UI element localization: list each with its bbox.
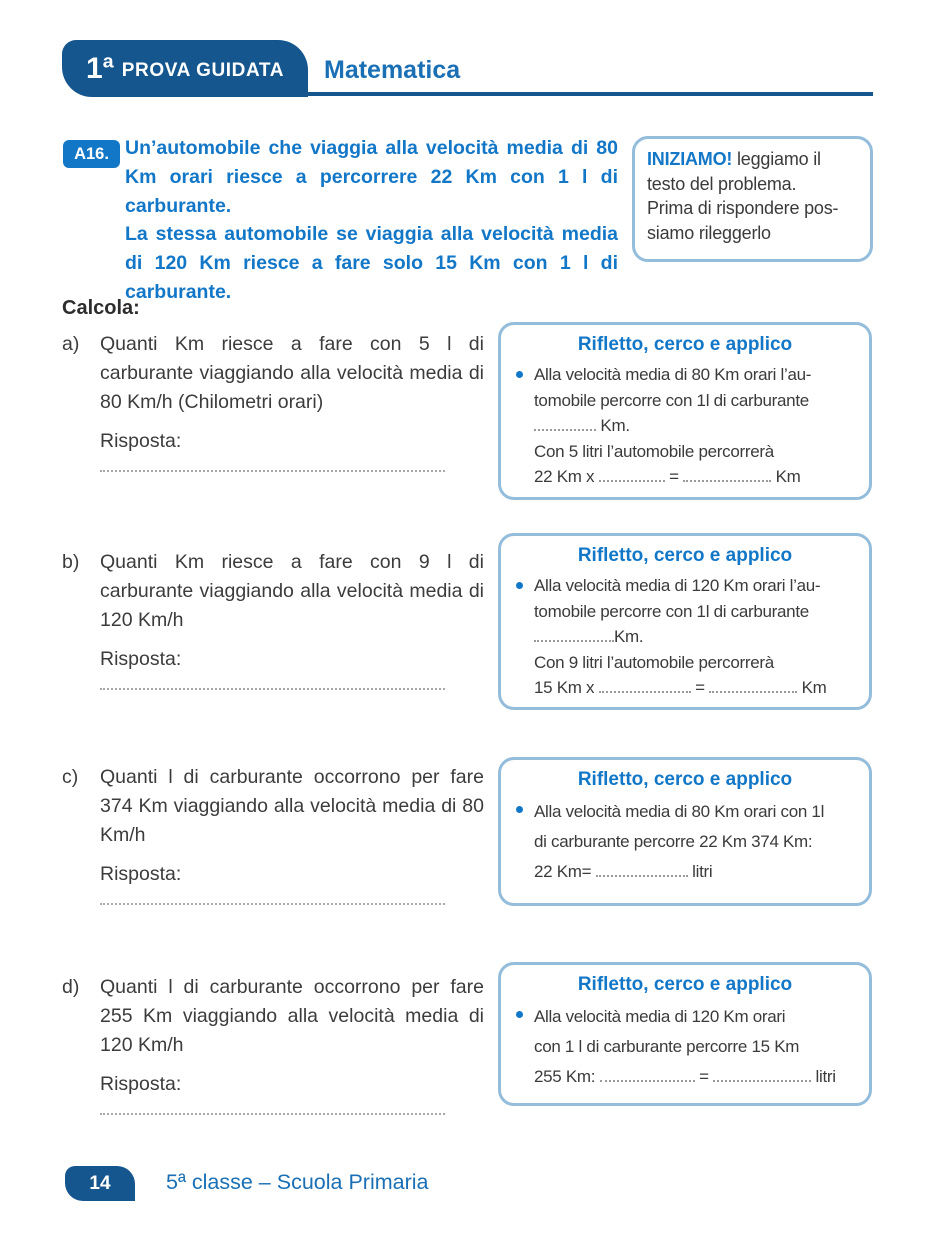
box-line bbox=[534, 388, 861, 414]
bullet-dot bbox=[516, 582, 523, 589]
intro-text-2: Prima di rispondere possiamo rileggerlo bbox=[647, 198, 839, 243]
question-c-risposta-label: Risposta: bbox=[100, 863, 182, 885]
answer-blank[interactable] bbox=[683, 467, 771, 482]
calcola-heading: Calcola: bbox=[62, 297, 140, 319]
box-line bbox=[534, 857, 861, 887]
box-text-segment: = bbox=[664, 467, 684, 486]
question-b bbox=[62, 548, 484, 690]
hint-box-c-body bbox=[534, 797, 861, 887]
hint-box-b-body bbox=[534, 573, 861, 701]
box-line bbox=[534, 797, 861, 827]
intro-note-text bbox=[647, 147, 858, 245]
box-line bbox=[534, 464, 861, 490]
answer-blank[interactable] bbox=[709, 678, 797, 693]
hint-box-c-title: Rifletto, cerco e applico bbox=[577, 769, 793, 790]
question-b-risposta-label: Risposta: bbox=[100, 648, 182, 670]
answer-blank[interactable] bbox=[596, 862, 688, 877]
intro-note-box bbox=[632, 136, 873, 262]
question-a-text: Quanti Km riesce a fare con 5 l di carburante viaggiando alla velocità media di 80 Km/h (Chilometri orari) bbox=[100, 333, 484, 413]
question-d-letter: d) bbox=[62, 976, 80, 998]
box-line bbox=[534, 650, 861, 676]
box-text-segment: = bbox=[694, 1067, 714, 1086]
footer-text: 5ª classe – Scuola Primaria bbox=[166, 1170, 429, 1194]
hint-box-a-body bbox=[534, 362, 861, 490]
box-text-segment: 255 Km: bbox=[534, 1067, 600, 1086]
question-d-text: Quanti l di carburante occorrono per fare 255 Km viaggiando alla velocità media di 120 Km/h bbox=[100, 976, 484, 1056]
page-number-badge: 14 bbox=[65, 1166, 135, 1201]
box-text-segment: Alla velocità media di 80 Km orari con 1l bbox=[534, 802, 825, 821]
hint-box-b bbox=[498, 533, 872, 710]
subject-title: Matematica bbox=[324, 56, 461, 84]
box-text-segment: tomobile percorre con 1l di carburante bbox=[534, 390, 809, 410]
box-line bbox=[534, 675, 861, 701]
box-line bbox=[534, 624, 861, 650]
box-text-segment: = bbox=[690, 678, 710, 697]
question-c-text: Quanti l di carburante occorrono per fare 374 Km viaggiando alla velocità media di 80 Km/h bbox=[100, 766, 484, 846]
box-line bbox=[534, 1062, 861, 1092]
hint-box-d-title: Rifletto, cerco e applico bbox=[577, 974, 793, 995]
bullet-dot bbox=[516, 1011, 523, 1018]
box-text-segment: Km bbox=[771, 467, 801, 486]
box-text-segment: Alla velocità media di 120 Km orari bbox=[534, 1007, 786, 1026]
box-text-segment: 15 Km x bbox=[534, 678, 599, 697]
hint-box-c bbox=[498, 757, 872, 906]
question-d-risposta-label: Risposta: bbox=[100, 1073, 182, 1095]
box-line bbox=[534, 1032, 861, 1062]
problem-paragraph-1: Un’automobile che viaggia alla velocità media di 80 Km orari riesce a percorrere 22 Km con 1 l di carburante. bbox=[125, 137, 618, 217]
question-d-answer-line[interactable] bbox=[100, 1113, 445, 1115]
box-text-segment: Con 9 litri l’automobile percorrerà bbox=[534, 652, 774, 672]
bullet-dot bbox=[516, 806, 523, 813]
box-text-segment: Alla velocità media di 120 Km orari l’au- bbox=[534, 576, 821, 595]
box-line bbox=[534, 413, 861, 439]
question-a bbox=[62, 330, 484, 472]
problem-paragraph-2: La stessa automobile se viaggia alla velocità media di 120 Km riesce a fare solo 15 Km con 1 l di carburante. bbox=[125, 223, 618, 303]
chapter-number: 1ª bbox=[85, 51, 114, 85]
box-text-segment: Km. bbox=[596, 416, 630, 435]
question-a-risposta-label: Risposta: bbox=[100, 430, 182, 452]
box-text-segment: Con 5 litri l’automobile percorrerà bbox=[534, 441, 774, 461]
chapter-title: PROVA GUIDATA bbox=[121, 60, 285, 81]
box-text-segment: con 1 l di carburante percorre 15 Km bbox=[534, 1037, 800, 1056]
box-text-segment: di carburante percorre 22 Km 374 Km: bbox=[534, 832, 813, 851]
intro-text: leggiamo il testo del problema. bbox=[647, 149, 821, 194]
answer-blank[interactable] bbox=[534, 627, 614, 642]
answer-blank[interactable] bbox=[599, 467, 665, 482]
box-text-segment: Km. bbox=[614, 627, 644, 646]
problem-statement bbox=[125, 134, 618, 307]
box-line bbox=[534, 1002, 861, 1032]
box-line bbox=[534, 362, 861, 388]
box-line bbox=[534, 439, 861, 465]
box-line bbox=[534, 827, 861, 857]
box-text-segment: Alla velocità media di 80 Km orari l’au- bbox=[534, 365, 812, 384]
answer-blank[interactable] bbox=[713, 1067, 811, 1082]
question-b-text: Quanti Km riesce a fare con 9 l di carburante viaggiando alla velocità media di 120 Km/h bbox=[100, 551, 484, 631]
question-a-letter: a) bbox=[62, 333, 80, 355]
question-d bbox=[62, 973, 484, 1115]
box-text-segment: 22 Km x bbox=[534, 467, 599, 486]
box-text-segment: tomobile percorre con 1l di carburante bbox=[534, 601, 809, 621]
question-c-answer-line[interactable] bbox=[100, 903, 445, 905]
answer-blank[interactable] bbox=[534, 416, 596, 431]
hint-box-a bbox=[498, 322, 872, 500]
box-text-segment: litri bbox=[687, 862, 713, 881]
box-line bbox=[534, 573, 861, 599]
header-rule bbox=[308, 92, 873, 96]
answer-blank[interactable] bbox=[599, 678, 691, 693]
question-c-letter: c) bbox=[62, 766, 79, 788]
hint-box-d bbox=[498, 962, 872, 1106]
box-line bbox=[534, 599, 861, 625]
question-b-letter: b) bbox=[62, 551, 80, 573]
box-text-segment: Km bbox=[797, 678, 827, 697]
chapter-tab bbox=[62, 40, 308, 97]
box-text-segment: litri bbox=[811, 1067, 836, 1086]
bullet-dot bbox=[516, 371, 523, 378]
answer-blank[interactable] bbox=[600, 1067, 695, 1082]
hint-box-d-body bbox=[534, 1002, 861, 1092]
question-b-answer-line[interactable] bbox=[100, 688, 445, 690]
box-text-segment: 22 Km= bbox=[534, 862, 596, 881]
exercise-badge: A16. bbox=[63, 140, 120, 168]
question-c bbox=[62, 763, 484, 905]
hint-box-a-title: Rifletto, cerco e applico bbox=[577, 334, 793, 355]
hint-box-b-title: Rifletto, cerco e applico bbox=[577, 545, 793, 566]
intro-highlight: INIZIAMO! bbox=[647, 149, 733, 169]
question-a-answer-line[interactable] bbox=[100, 470, 445, 472]
